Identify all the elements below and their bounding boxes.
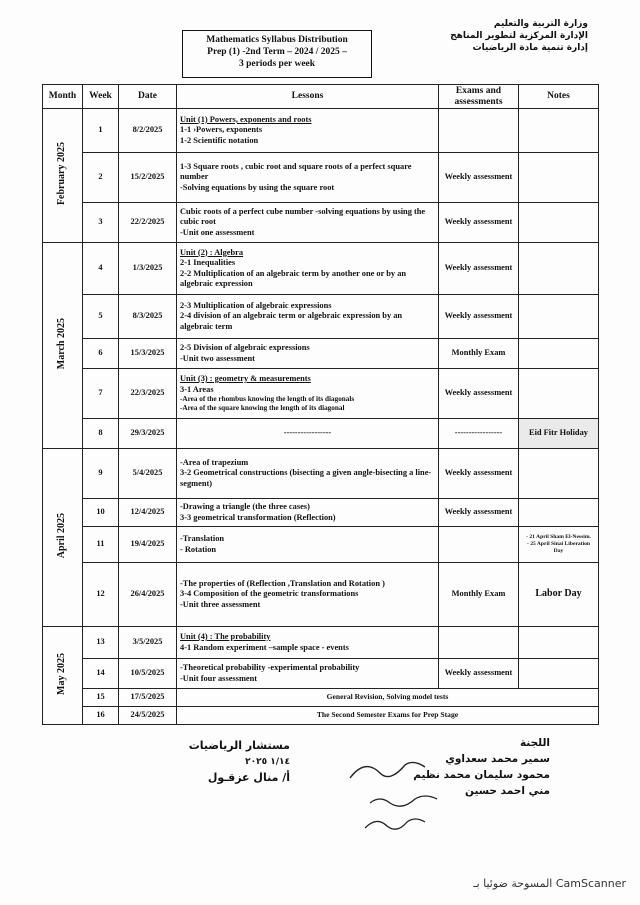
note-cell: [519, 109, 599, 153]
lesson-line: -Unit four assessment: [180, 673, 258, 683]
lesson-line: Unit (1) Powers, exponents and roots: [180, 114, 312, 124]
exam-cell: Monthly Exam: [439, 339, 519, 369]
lessons-cell: [177, 109, 439, 153]
exam-cell: -----------------: [439, 419, 519, 449]
span-cell: General Revision, Solving model tests: [177, 689, 599, 707]
title-line-3: 3 periods per week: [238, 59, 316, 69]
week-cell: 3: [83, 203, 119, 243]
date-cell: 12/4/2025: [119, 499, 177, 527]
lesson-line: -Area of the square knowing the length of its diagonal: [180, 404, 345, 412]
lesson-line: 1-2 Scientific notation: [180, 135, 259, 145]
date-cell: 15/3/2025: [119, 339, 177, 369]
date-cell: 24/5/2025: [119, 707, 177, 725]
lesson-line: 2-2 Multiplication of an algebraic term by another one or by an algebraic expression: [180, 268, 407, 288]
table-row: [43, 449, 599, 499]
table-header-row: [43, 85, 599, 109]
week-cell: 16: [83, 707, 119, 725]
lessons-cell: [177, 339, 439, 369]
camscanner-watermark: المسوحة ضوئيا بـ CamScanner: [473, 877, 626, 890]
lessons-cell: [177, 369, 439, 419]
committee-member: سمير محمد سعداوي: [445, 753, 550, 765]
week-cell: 11: [83, 527, 119, 563]
date-cell: 1/3/2025: [119, 243, 177, 295]
committee-member: مني احمد حسين: [465, 785, 550, 797]
note-cell: Labor Day: [519, 563, 599, 627]
lesson-line: 3-1 Areas: [180, 384, 214, 394]
week-cell: 2: [83, 153, 119, 203]
ministry-line-3: إدارة تنمية مادة الرياضيات: [472, 43, 588, 53]
lessons-cell: [177, 243, 439, 295]
note-cell: [519, 527, 599, 563]
col-date: Date: [119, 85, 177, 109]
col-week: Week: [83, 85, 119, 109]
date-cell: 29/3/2025: [119, 419, 177, 449]
exam-cell: Weekly assessment: [439, 295, 519, 339]
lessons-cell: [177, 203, 439, 243]
lesson-line: -The properties of (Reflection ,Translation and Rotation ): [180, 578, 385, 588]
lessons-cell: [177, 627, 439, 659]
lesson-line: Cubic roots of a perfect cube number -solving equations by using the cubic root: [180, 206, 426, 227]
lesson-line: 4-1 Random experiment –sample space - events: [180, 642, 349, 652]
exam-cell: [439, 527, 519, 563]
ministry-header: [398, 18, 588, 54]
title-line-2: Prep (1) -2nd Term – 2024 / 2025 –: [207, 47, 347, 57]
table-row: [43, 369, 599, 419]
lessons-cell: -----------------: [177, 419, 439, 449]
date-cell: 15/2/2025: [119, 153, 177, 203]
col-lessons: Lessons: [177, 85, 439, 109]
col-exams: Exams and assessments: [439, 85, 519, 109]
lesson-line: - Rotation: [180, 544, 217, 554]
note-cell: [519, 295, 599, 339]
col-notes: Notes: [519, 85, 599, 109]
lesson-line: 2-3 Multiplication of algebraic expressions: [180, 300, 332, 310]
lesson-line: -Solving equations by using the square root: [180, 182, 335, 192]
note-cell: [519, 153, 599, 203]
lesson-line: Unit (4) : The probability: [180, 632, 271, 641]
date-cell: 10/5/2025: [119, 659, 177, 689]
lessons-cell: [177, 563, 439, 627]
note-cell: [519, 203, 599, 243]
exam-cell: Weekly assessment: [439, 369, 519, 419]
month-cell-may: May 2025: [43, 627, 83, 725]
week-cell: 6: [83, 339, 119, 369]
lesson-line: -Area of trapezium: [180, 457, 249, 467]
table-row: [43, 527, 599, 563]
exam-cell: Monthly Exam: [439, 563, 519, 627]
span-cell: The Second Semester Exams for Prep Stage: [177, 707, 599, 725]
note-cell: [519, 243, 599, 295]
exam-cell: Weekly assessment: [439, 449, 519, 499]
exam-cell: Weekly assessment: [439, 659, 519, 689]
date-cell: 22/2/2025: [119, 203, 177, 243]
lesson-line: Unit (2) : Algebra: [180, 247, 244, 257]
table-row: [43, 499, 599, 527]
date-cell: 8/2/2025: [119, 109, 177, 153]
note-line: - 25 April Sinai Liberation Day: [526, 541, 591, 554]
lesson-line: -Translation: [180, 534, 225, 543]
week-cell: 4: [83, 243, 119, 295]
lessons-cell: [177, 295, 439, 339]
week-cell: 5: [83, 295, 119, 339]
note-cell: [519, 499, 599, 527]
week-cell: 7: [83, 369, 119, 419]
month-cell-mar: March 2025: [43, 243, 83, 449]
week-cell: 15: [83, 689, 119, 707]
month-cell-feb: February 2025: [43, 109, 83, 243]
date-cell: 17/5/2025: [119, 689, 177, 707]
lesson-line: -Unit two assessment: [180, 353, 255, 363]
exam-cell: Weekly assessment: [439, 203, 519, 243]
date-cell: 5/4/2025: [119, 449, 177, 499]
date-cell: 3/5/2025: [119, 627, 177, 659]
table-row: [43, 153, 599, 203]
table-row: [43, 243, 599, 295]
col-month: Month: [43, 85, 83, 109]
week-cell: 12: [83, 563, 119, 627]
date-cell: 22/3/2025: [119, 369, 177, 419]
note-cell: [519, 449, 599, 499]
table-row: [43, 109, 599, 153]
note-line: - 21 April Sham El-Nessim.: [526, 534, 591, 540]
exam-cell: [439, 109, 519, 153]
exam-cell: [439, 627, 519, 659]
advisor-signature-block: [120, 738, 290, 786]
note-cell: [519, 339, 599, 369]
lessons-cell: [177, 153, 439, 203]
exam-cell: Weekly assessment: [439, 153, 519, 203]
table-row: [43, 659, 599, 689]
lesson-line: 3-2 Geometrical constructions (bisecting a given angle-bisecting a line-segment): [180, 468, 432, 488]
week-cell: 14: [83, 659, 119, 689]
note-cell: [519, 659, 599, 689]
title-box: [182, 30, 372, 78]
lesson-line: 1-1 ›Powers, exponents: [180, 125, 263, 135]
note-cell: Eid Fitr Holiday: [519, 419, 599, 449]
advisor-date: ١/١٤ ٢٠٢٥: [245, 757, 290, 767]
lesson-line: 2-5 Division of algebraic expressions: [180, 343, 310, 352]
lesson-line: 2-4 division of an algebraic term or algebraic expression by an algebraic term: [180, 311, 403, 331]
lesson-line: 3-4 Composition of the geometric transformations: [180, 589, 359, 599]
note-cell: [519, 369, 599, 419]
committee-member: محمود سليمان محمد نظيم: [413, 769, 550, 781]
title-line-1: Mathematics Syllabus Distribution: [206, 35, 348, 45]
table-row: [43, 563, 599, 627]
ministry-line-2: الإدارة المركزية لتطوير المناهج: [450, 31, 588, 41]
lesson-line: -Area of the rhombus knowing the length of its diagonals: [180, 395, 355, 403]
week-cell: 10: [83, 499, 119, 527]
table-row: [43, 295, 599, 339]
lesson-line: -Drawing a triangle (the three cases): [180, 502, 310, 511]
date-cell: 26/4/2025: [119, 563, 177, 627]
table-row: [43, 339, 599, 369]
lesson-line: 3-3 geometrical transformation (Reflection): [180, 512, 336, 522]
note-cell: [519, 627, 599, 659]
week-cell: 13: [83, 627, 119, 659]
month-cell-apr: April 2025: [43, 449, 83, 627]
table-row: [43, 689, 599, 707]
week-cell: 9: [83, 449, 119, 499]
lessons-cell: [177, 499, 439, 527]
ministry-line-1: وزارة التربية والتعليم: [493, 19, 588, 29]
lesson-line: -Theoretical probability -experimental probability: [180, 663, 360, 672]
lessons-cell: [177, 449, 439, 499]
syllabus-table: [42, 84, 599, 725]
exam-cell: Weekly assessment: [439, 243, 519, 295]
week-cell: 1: [83, 109, 119, 153]
date-cell: 19/4/2025: [119, 527, 177, 563]
handwritten-signatures: [340, 748, 460, 838]
lessons-cell: [177, 527, 439, 563]
exam-cell: Weekly assessment: [439, 499, 519, 527]
lesson-line: -Unit one assessment: [180, 227, 255, 237]
table-row: [43, 627, 599, 659]
lessons-cell: [177, 659, 439, 689]
committee-title: اللجنة: [519, 737, 550, 749]
lesson-line: Unit (3) : geometry & measurements: [180, 374, 311, 383]
table-row: [43, 707, 599, 725]
advisor-title: مستشار الرياضيات: [188, 739, 290, 752]
lesson-line: 2-1 Inequalities: [180, 258, 236, 267]
lesson-line: 1-3 Square roots , cubic root and square roots of a perfect square number: [180, 161, 412, 182]
table-row: [43, 203, 599, 243]
week-cell: 8: [83, 419, 119, 449]
advisor-name: أ/ منال عزقـول: [207, 771, 290, 784]
lesson-line: -Unit three assessment: [180, 599, 261, 609]
date-cell: 8/3/2025: [119, 295, 177, 339]
table-row: [43, 419, 599, 449]
